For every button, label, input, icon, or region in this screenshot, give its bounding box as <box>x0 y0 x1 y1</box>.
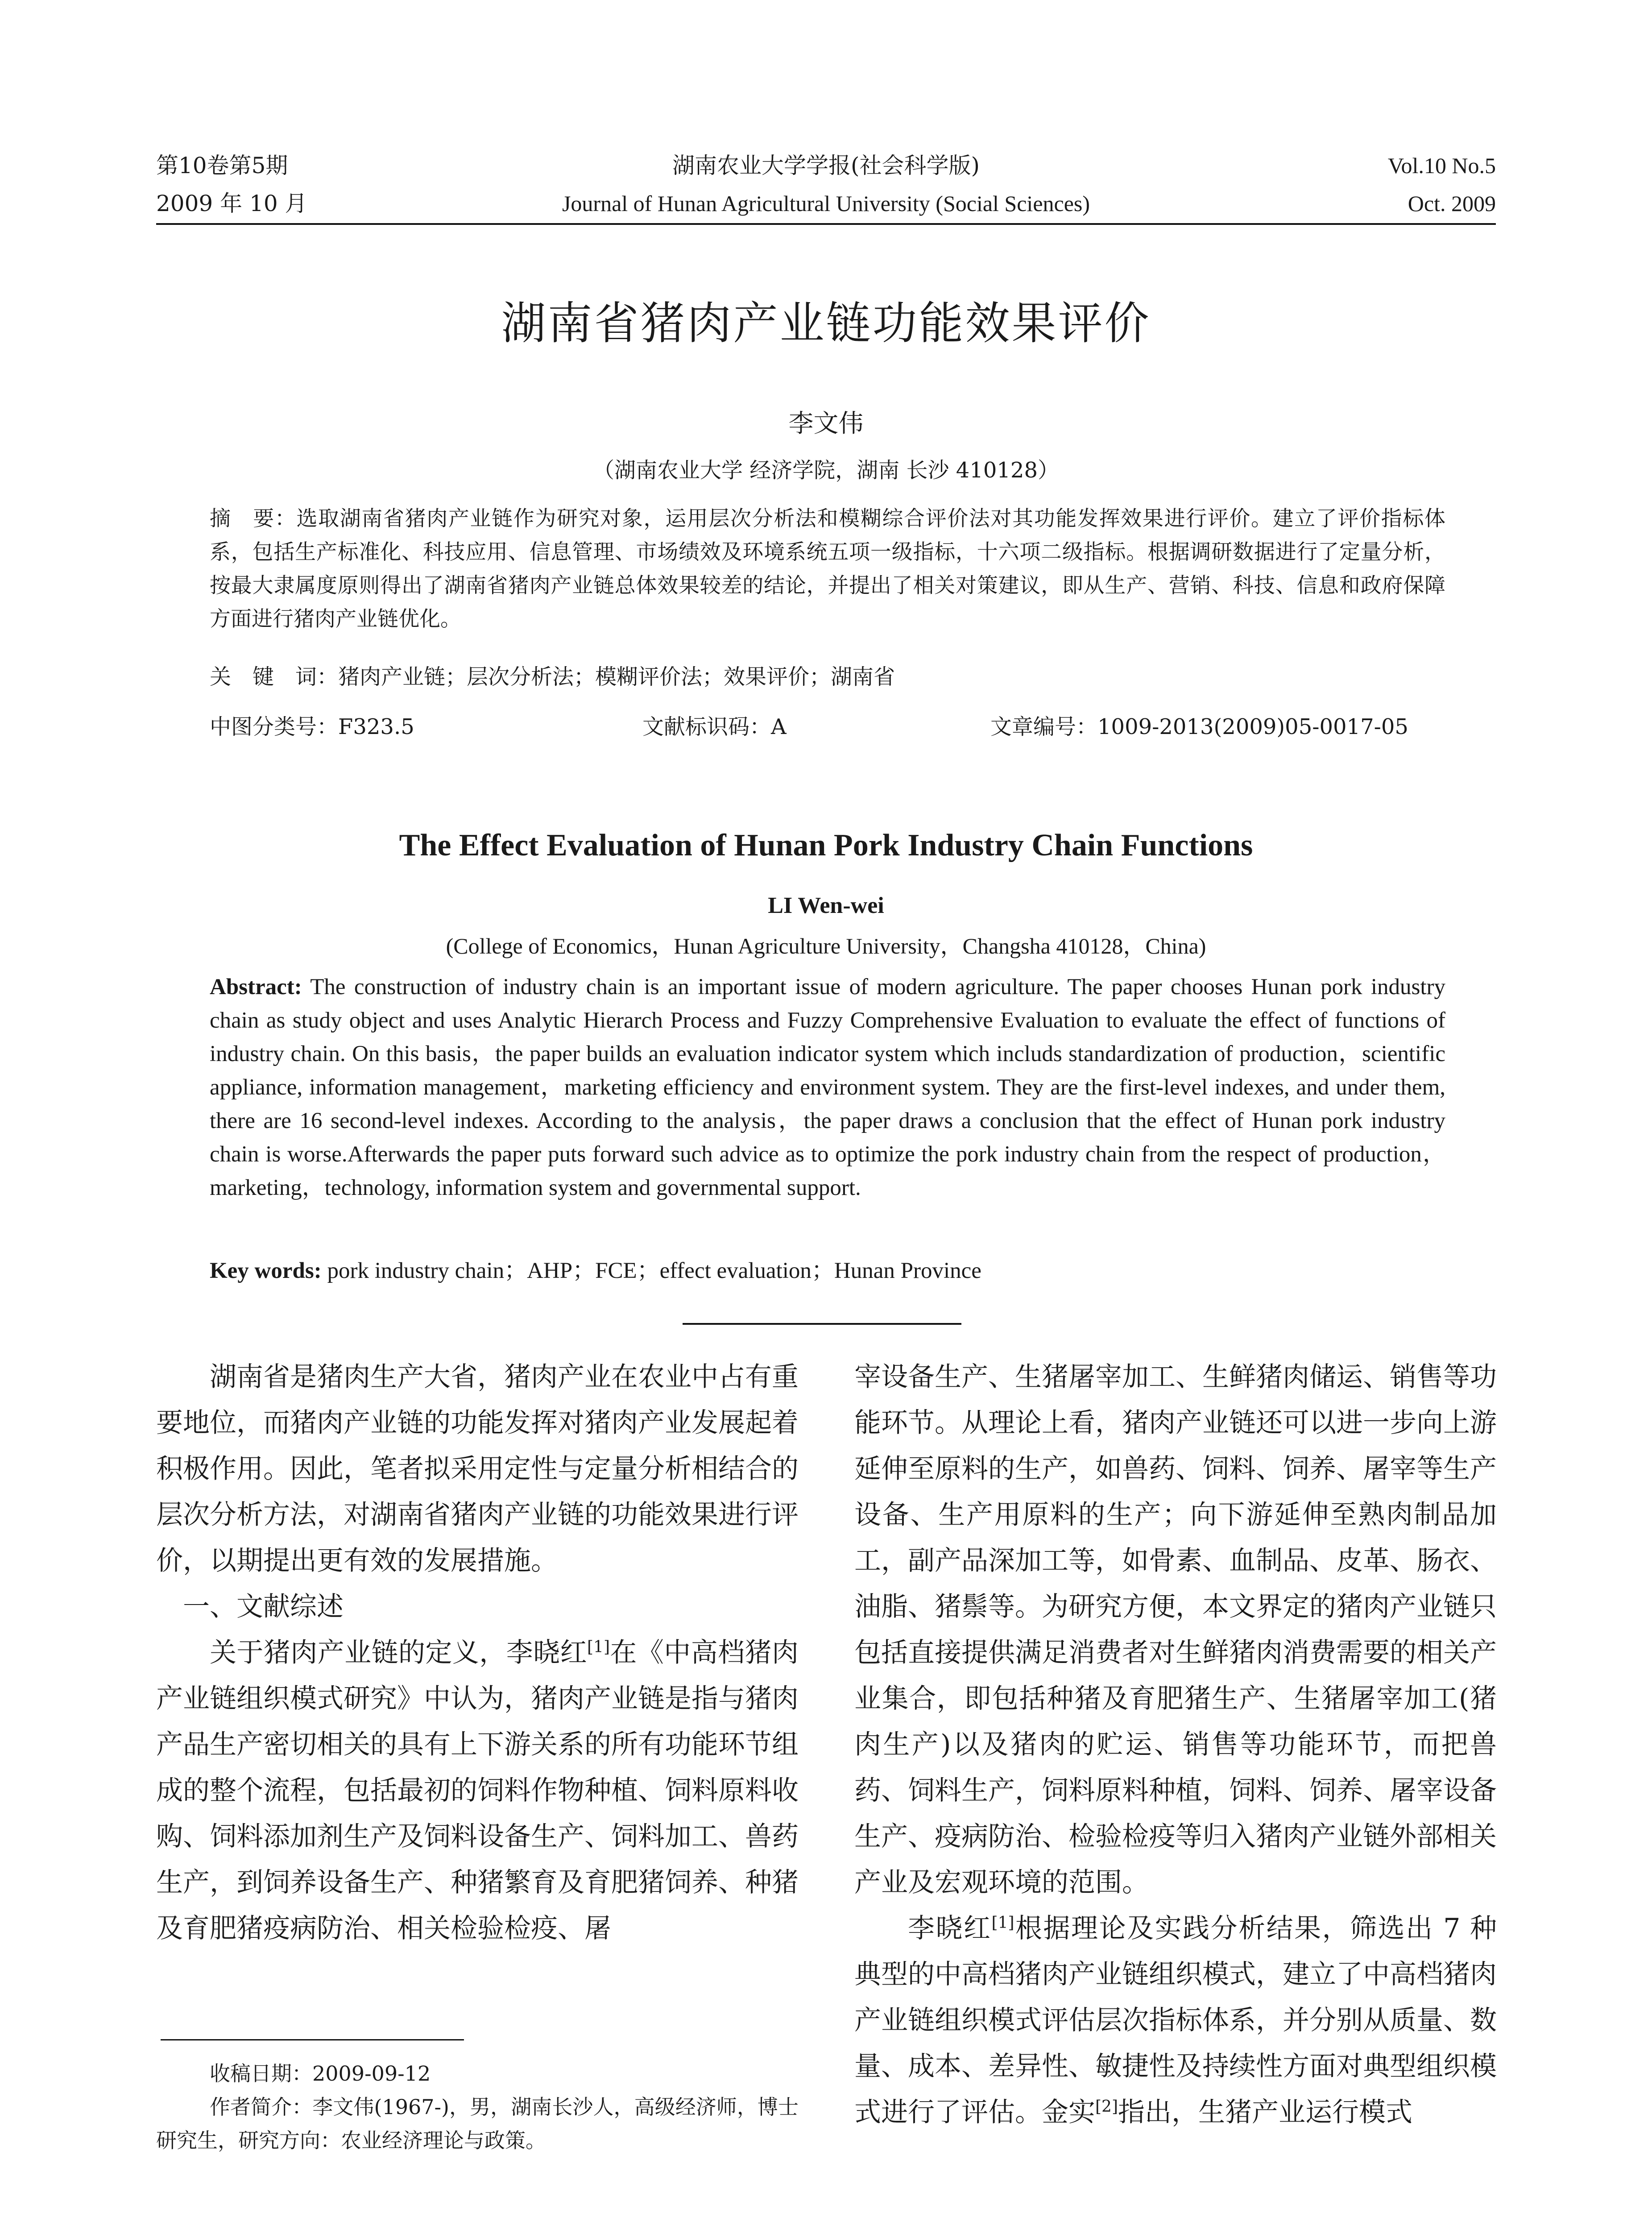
clc-number: 中图分类号：F323.5 <box>210 714 414 739</box>
document-code: 文献标识码：A <box>642 714 787 739</box>
citation-ref: [2] <box>1095 2098 1118 2116</box>
keywords-en <box>210 1252 1445 1285</box>
abstract-en <box>210 970 1445 1205</box>
header-journal-cn: 湖南农业大学学报(社会科学版) <box>672 153 980 178</box>
paper-title-cn: 湖南省猪肉产业链功能效果评价 <box>501 297 1151 349</box>
author-bio: 作者简介：李文伟(1967-)，男，湖南长沙人，高级经济师，博士研究生，研究方向：农业经济理论与政策。 <box>156 2095 799 2152</box>
article-number: 文章编号：1009-2013(2009)05-0017-05 <box>990 714 1408 739</box>
citation-ref: [1] <box>587 1638 610 1656</box>
abstract-cn-text: 选取湖南省猪肉产业链作为研究对象，运用层次分析法和模糊综合评价法对其功能发挥效果进行评价。建立了评价指标体系，包括生产标准化、科技应用、信息管理、市场绩效及环境系统五项一级指标，十六项二级指标。根据调研数据进行了定量分析，按最大隶属度原则得出了湖南省猪肉产业链总体效果较差的结论，并提出了相关对策建议，即从生产、营销、科技、信息和政府保障方面进行猪肉产业链优化。 <box>210 506 1445 631</box>
body-paragraph: 关于猪肉产业链的定义，李晓红[1]在《中高档猪肉产业链组织模式研究》中认为，猪肉产业链是指与猪肉产品生产密切相关的具有上下游关系的所有功能环节组成的整个流程，包括最初的饲料作物种植、饲料原料收购、饲料添加剂生产及饲料设备生产、饲料加工、兽药生产，到饲养设备生产、种猪繁育及育肥猪饲养、种猪及育肥猪疫病防治、相关检验检疫、屠 <box>156 1637 799 1944</box>
received-date: 收稿日期：2009-09-12 <box>210 2061 431 2086</box>
section-divider <box>683 1323 961 1325</box>
header-volume-en: Vol.10 No.5 <box>1387 153 1496 178</box>
header-journal-en: Journal of Hunan Agricultural University (Social Sciences) <box>562 191 1090 216</box>
affiliation-en: (College of Economics，Hunan Agriculture University，Changsha 410128，China) <box>446 933 1206 958</box>
keywords-en-text: pork industry chain；AHP；FCE；effect evaluation；Hunan Province <box>321 1258 981 1283</box>
keywords-cn-label: 关 键 词： <box>210 664 339 689</box>
abstract-en-label: Abstract: <box>210 975 302 999</box>
body-left-column <box>156 1354 799 1952</box>
keywords-cn <box>210 660 1445 694</box>
keywords-en-label: Key words: <box>210 1258 322 1283</box>
author-cn: 李文伟 <box>788 409 864 438</box>
section-heading: 一、文献综述 <box>183 1591 344 1622</box>
keywords-cn-text: 猪肉产业链；层次分析法；模糊评价法；效果评价；湖南省 <box>338 664 895 689</box>
author-en: LI Wen-wei <box>768 893 884 918</box>
header-date-cn: 2009 年 10 月 <box>156 191 307 216</box>
body-paragraph: 李晓红[1]根据理论及实践分析结果，筛选出 7 种典型的中高档猪肉产业链组织模式，建立了中高档猪肉产业链组织模式评估层次指标体系，并分别从质量、数量、成本、差异性、敏捷性及持续性方面对典型组织模式进行了评估。金实[2]指出，生猪产业运行模式 <box>854 1913 1497 2128</box>
header-volume-cn: 第10卷第5期 <box>156 153 288 178</box>
body-right-column <box>854 1354 1497 2136</box>
citation-ref: [1] <box>991 1914 1014 1932</box>
abstract-en-text: The construction of industry chain is an important issue of modern agriculture. The paper chooses Hunan pork industry chain as study object and uses Analytic Hierarch Process and Fuzzy Comprehensive Evaluation to evaluate the effect of functions of industry chain. On this basis，the paper builds an evaluation indicator system which includs standardization of production，scientific appliance, information management，marketing efficiency and environment system. They are the first-level indexes, and under them, there are 16 second-level indexes. According to the analysis，the paper draws a conclusion that the effect of Hunan pork industry chain is worse.Afterwards the paper puts forward such advice as to optimize the pork industry chain from the respect of production，marketing，technology, information system and governmental support. <box>210 975 1445 1200</box>
header-date-en: Oct. 2009 <box>1408 191 1496 216</box>
footnote <box>156 2057 799 2157</box>
paper-title-en: The Effect Evaluation of Hunan Pork Industry Chain Functions <box>399 828 1253 863</box>
affiliation-cn: （湖南农业大学 经济学院，湖南 长沙 410128） <box>592 458 1059 483</box>
abstract-cn <box>210 502 1445 636</box>
abstract-cn-label: 摘 要： <box>210 506 297 531</box>
header-rule <box>156 223 1496 225</box>
body-paragraph: 宰设备生产、生猪屠宰加工、生鲜猪肉储运、销售等功能环节。从理论上看，猪肉产业链还可以进一步向上游延伸至原料的生产，如兽药、饲料、饲养、屠宰等生产设备、生产用原料的生产；向下游延伸至熟肉制品加工，副产品深加工等，如骨素、血制品、皮革、肠衣、油脂、猪鬃等。为研究方便，本文界定的猪肉产业链只包括直接提供满足消费者对生鲜猪肉消费需要的相关产业集合，即包括种猪及育肥猪生产、生猪屠宰加工(猪肉生产)以及猪肉的贮运、销售等功能环节，而把兽药、饲料生产，饲料原料种植，饲料、饲养、屠宰设备生产、疫病防治、检验检疫等归入猪肉产业链外部相关产业及宏观环境的范围。 <box>854 1361 1497 1898</box>
footnote-rule <box>161 2039 464 2040</box>
body-paragraph: 湖南省是猪肉生产大省，猪肉产业在农业中占有重要地位，而猪肉产业链的功能发挥对猪肉产业发展起着积极作用。因此，笔者拟采用定性与定量分析相结合的层次分析方法，对湖南省猪肉产业链的功能效果进行评价，以期提出更有效的发展措施。 <box>156 1361 799 1576</box>
